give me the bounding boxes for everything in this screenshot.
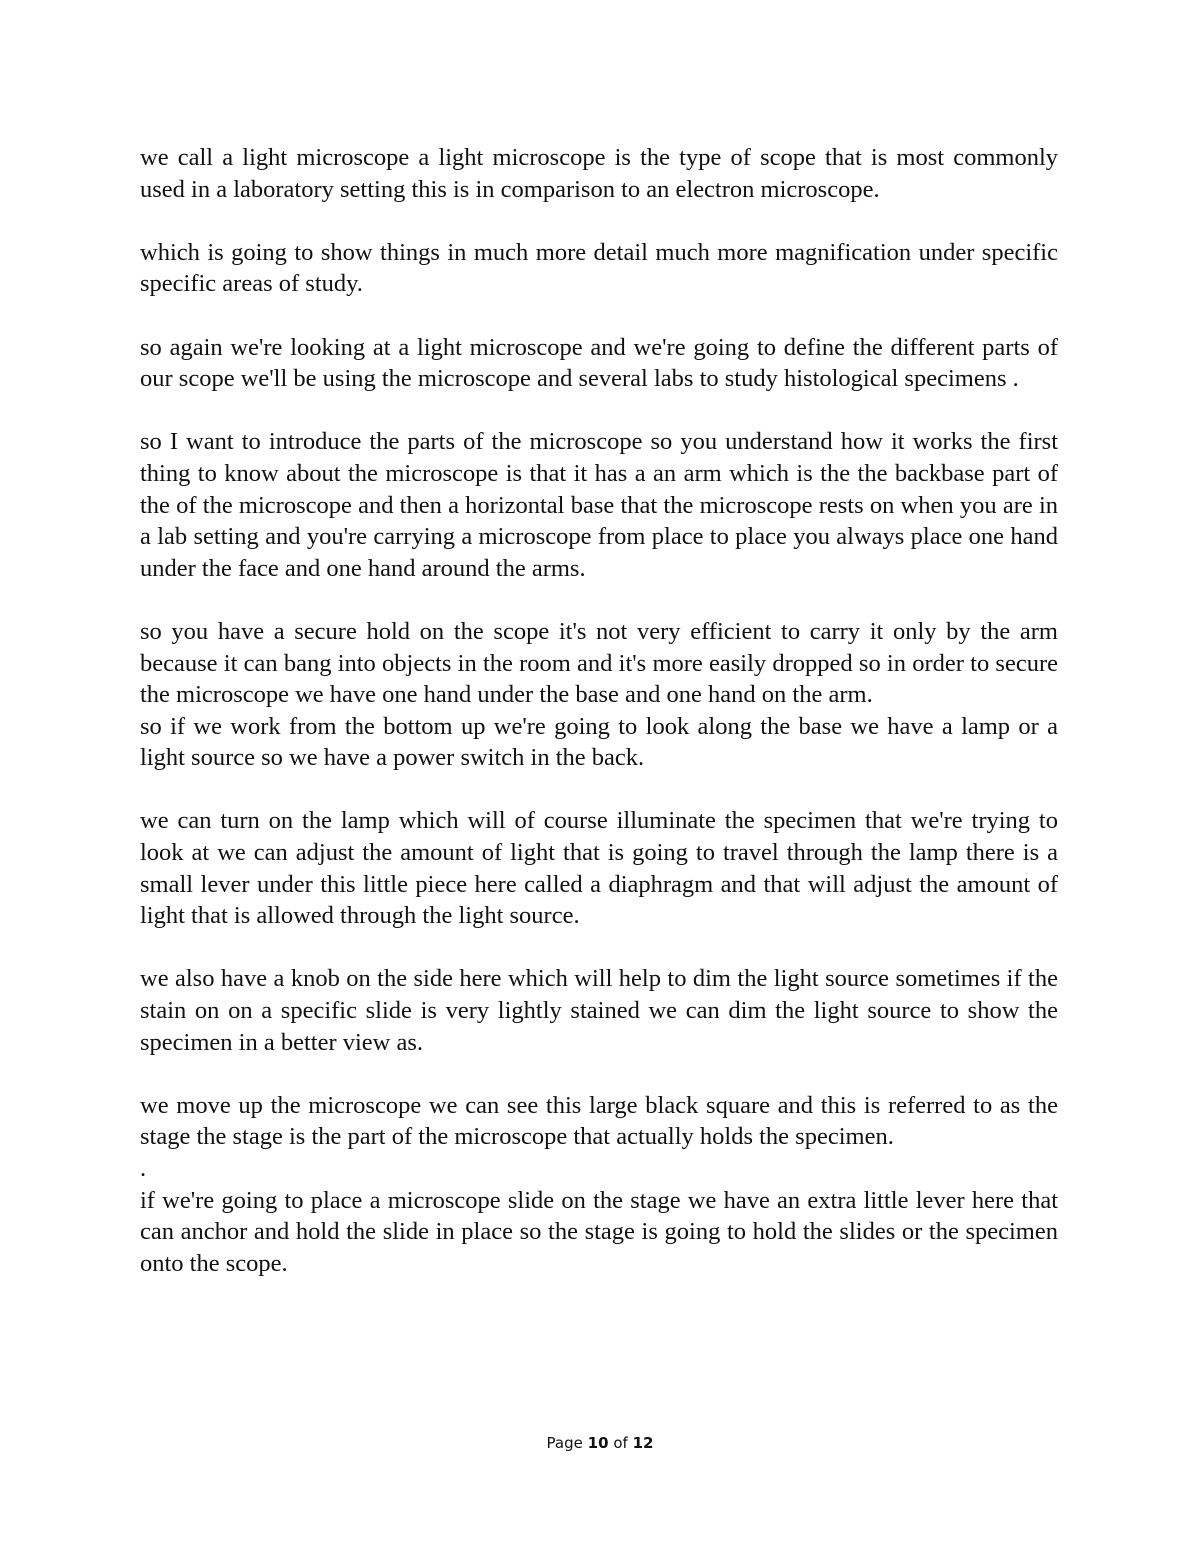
paragraph: we can turn on the lamp which will of course illuminate the specimen that we're trying to look at we can adjust the amount of light that is going to travel through the lamp there is a small lever under this little piece here called a diaphragm and that will adjust the amount of light that is allowed through the light source. bbox=[140, 807, 1058, 930]
page-total: 12 bbox=[632, 1434, 654, 1452]
paragraph: we move up the microscope we can see this large black square and this is referred to as the stage the stage is the part of the microscope that actually holds the specimen. bbox=[140, 1091, 1058, 1151]
document-body bbox=[140, 142, 1058, 1279]
page-footer bbox=[0, 1434, 1200, 1452]
page-label: Page bbox=[546, 1434, 583, 1452]
paragraph: so if we work from the bottom up we're going to look along the base we have a lamp or a light source so we have a power switch in the back. bbox=[140, 712, 1058, 772]
paragraph: which is going to show things in much more detail much more magnification under specific specific areas of study. bbox=[140, 238, 1058, 298]
paragraph: so I want to introduce the parts of the microscope so you understand how it works the first thing to know about the microscope is that it has a an arm which is the the backbase part of the of the microscope and then a horizontal base that the microscope rests on when you are in a lab setting and you're carrying a microscope from place to place you always place one hand under the face and one hand around the arms. bbox=[140, 428, 1058, 582]
paragraph: we call a light microscope a light microscope is the type of scope that is most commonly used in a laboratory setting this is in comparison to an electron microscope. bbox=[140, 144, 1058, 203]
paragraph: we also have a knob on the side here which will help to dim the light source sometimes if the stain on on a specific slide is very lightly stained we can dim the light source to show the specimen in a better view as. bbox=[140, 965, 1058, 1056]
paragraph: so you have a secure hold on the scope it's not very efficient to carry it only by the arm because it can bang into objects in the room and it's more easily dropped so in order to secure the microscope we have one hand under the base and one hand on the arm. bbox=[140, 617, 1058, 709]
paragraph: if we're going to place a microscope slide on the stage we have an extra little lever here that can anchor and hold the slide in place so the stage is going to hold the slides or the specimen onto the scope. bbox=[140, 1186, 1058, 1277]
page-number: 10 bbox=[587, 1434, 609, 1452]
of-label: of bbox=[613, 1434, 628, 1452]
paragraph: so again we're looking at a light microscope and we're going to define the different parts of our scope we'll be using the microscope and several labs to study histological specimens . bbox=[140, 333, 1058, 393]
paragraph-stray-dot: . bbox=[140, 1155, 147, 1182]
